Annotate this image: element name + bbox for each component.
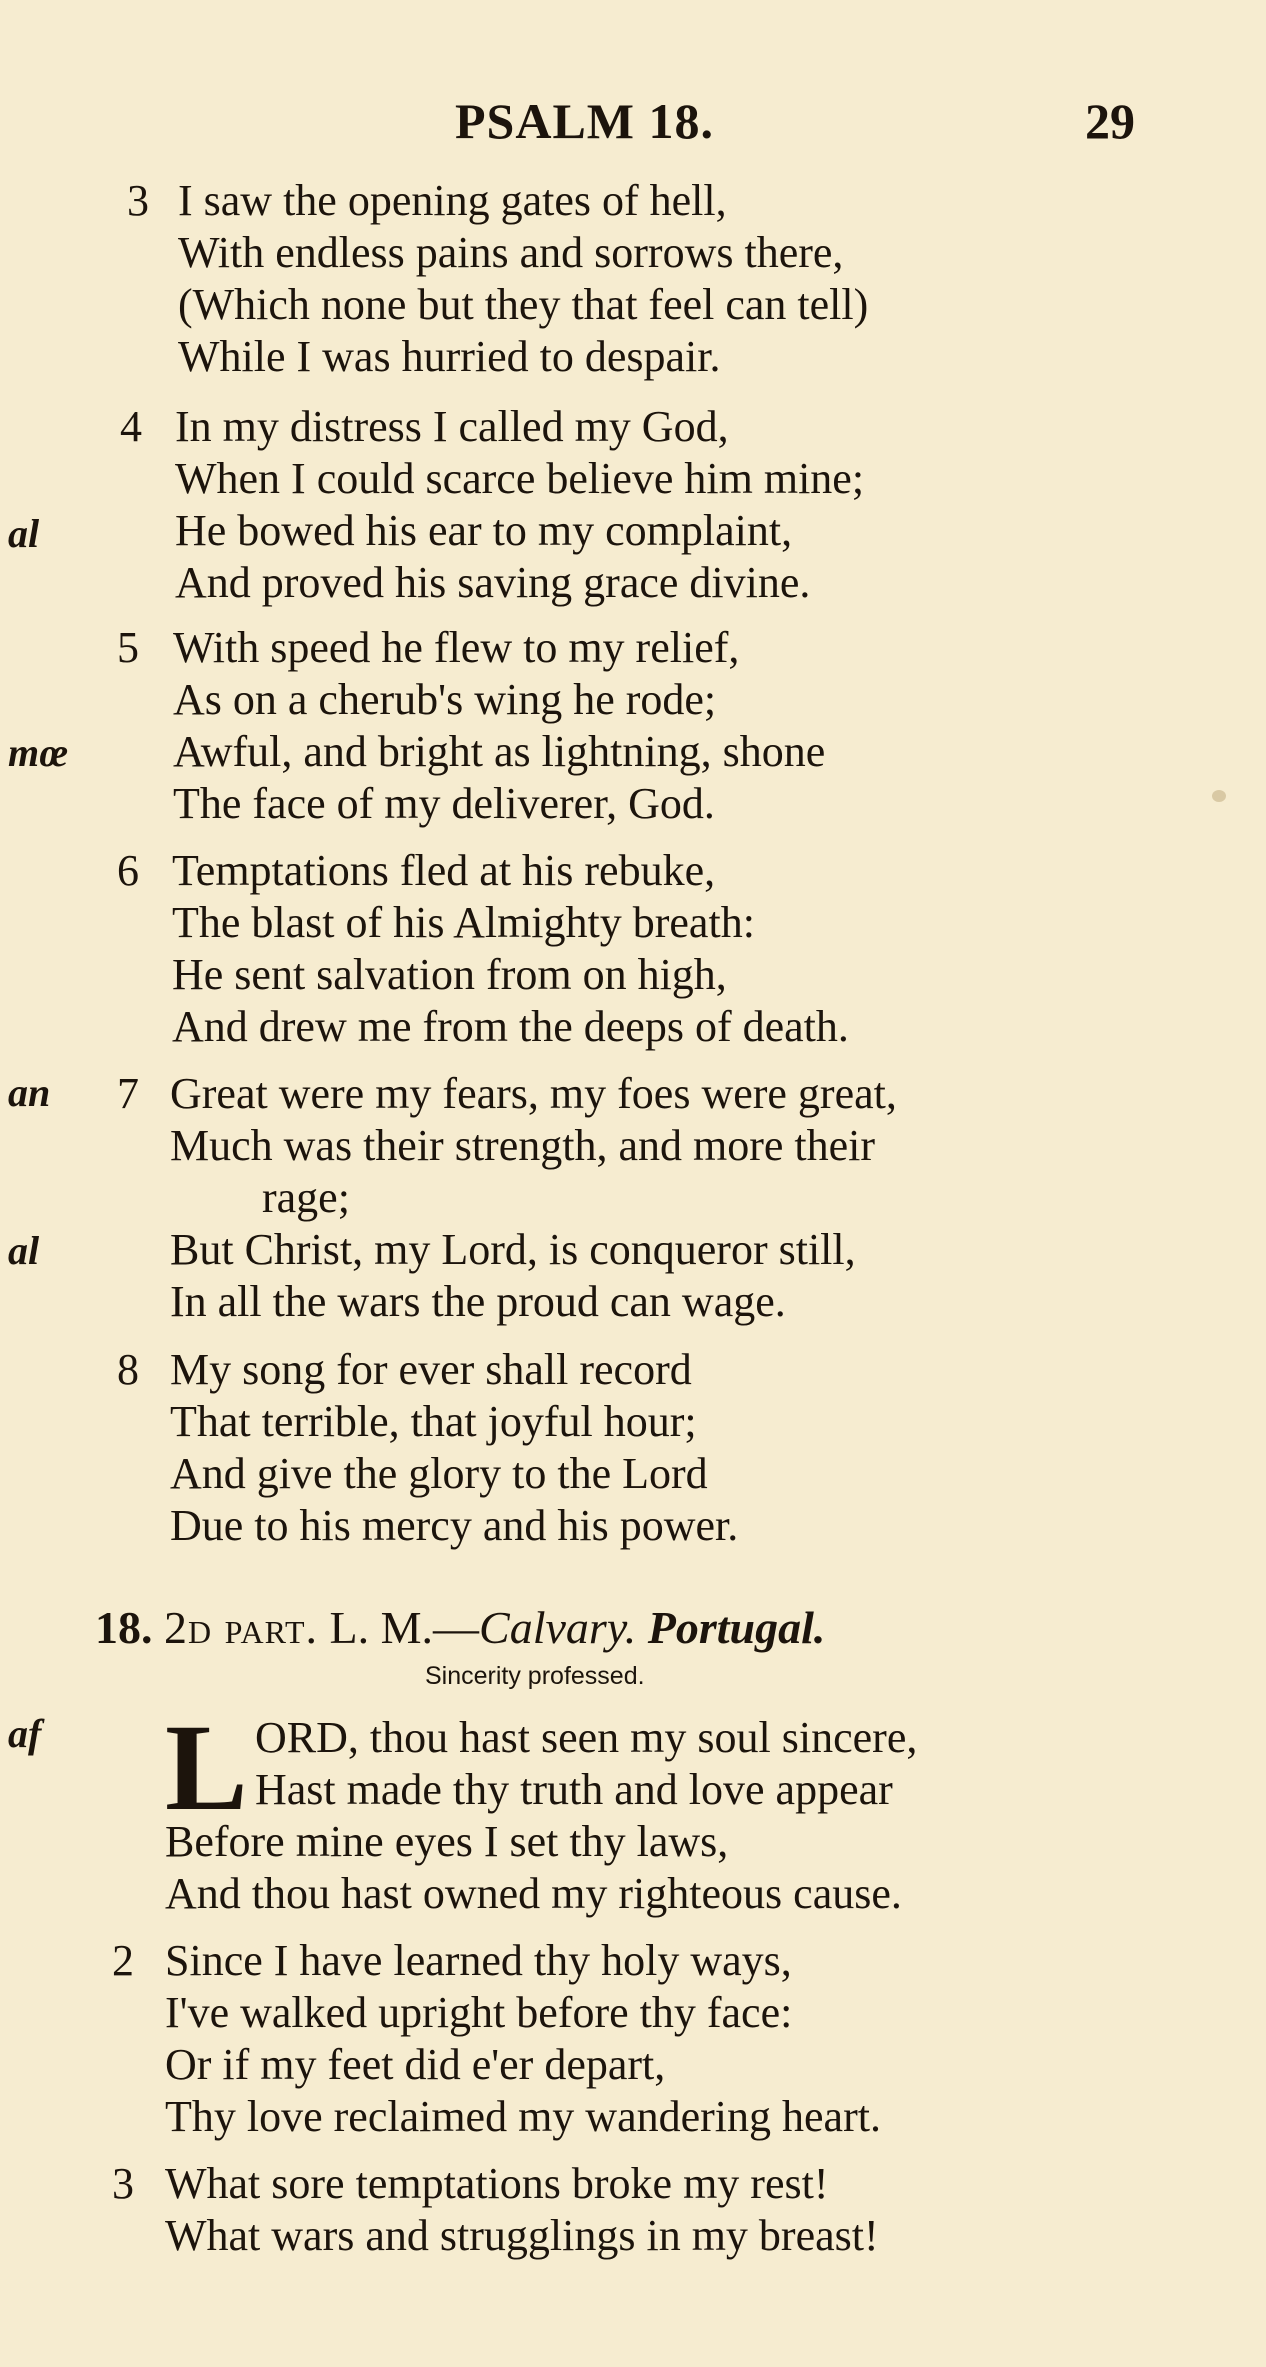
verse-line: And thou hast owned my righteous cause. xyxy=(165,1869,902,1918)
page-number: 29 xyxy=(1085,93,1135,149)
verse-line: Since I have learned thy holy ways, xyxy=(165,1936,792,1985)
verse-line: Thy love reclaimed my wandering heart. xyxy=(165,2092,881,2141)
stanza-number: 5 xyxy=(117,623,139,672)
verse-line: I've walked upright before thy face: xyxy=(165,1988,793,2037)
verse-line: Great were my fears, my foes were great, xyxy=(170,1069,897,1118)
stanza-number: 8 xyxy=(117,1345,139,1394)
verse-line: My song for ever shall record xyxy=(170,1345,692,1394)
tune-name: Portugal. xyxy=(647,1602,826,1653)
stanza-number: 7 xyxy=(117,1069,139,1118)
verse-line: Before mine eyes I set thy laws, xyxy=(165,1817,729,1866)
margin-note: an xyxy=(8,1070,51,1115)
verse-line: ORD, thou hast seen my soul sincere, xyxy=(255,1713,918,1762)
verse-line: With endless pains and sorrows there, xyxy=(178,228,844,277)
stanza-number: 2 xyxy=(112,1936,134,1985)
stanza-number: 3 xyxy=(127,176,149,225)
verse-line: What sore temptations broke my rest! xyxy=(165,2159,829,2208)
verse-line: (Which none but they that feel can tell) xyxy=(178,280,869,329)
verse-line: With speed he flew to my relief, xyxy=(173,623,740,672)
hymn-part: 2d part. xyxy=(164,1602,319,1653)
tune-name: Calvary. xyxy=(479,1602,637,1653)
verse-line: Much was their strength, and more their xyxy=(170,1121,876,1170)
verse-line: I saw the opening gates of hell, xyxy=(178,176,727,225)
verse-line: While I was hurried to despair. xyxy=(178,332,721,381)
verse-line: That terrible, that joyful hour; xyxy=(170,1397,697,1446)
verse-line: He sent salvation from on high, xyxy=(172,950,727,999)
verse-line: Awful, and bright as lightning, shone xyxy=(173,727,826,776)
verse-line: And give the glory to the Lord xyxy=(170,1449,708,1498)
margin-note: af xyxy=(8,1711,42,1756)
verse-line: But Christ, my Lord, is conqueror still, xyxy=(170,1225,856,1274)
verse-line: In all the wars the proud can wage. xyxy=(170,1277,786,1326)
stanza-number: 4 xyxy=(120,402,142,451)
verse-line: And proved his saving grace divine. xyxy=(175,558,811,607)
verse-line: When I could scarce believe him mine; xyxy=(175,454,865,503)
drop-cap: L xyxy=(165,1699,248,1836)
hymn-number: 18. xyxy=(95,1602,153,1653)
verse-line: And drew me from the deeps of death. xyxy=(172,1002,849,1051)
hymn-meter: L. M.— xyxy=(329,1602,480,1653)
verse-line: Temptations fled at his rebuke, xyxy=(172,846,716,895)
paper-stain xyxy=(1212,790,1226,802)
hymn-subtitle: Sincerity professed. xyxy=(425,1662,645,1690)
stanza-number: 6 xyxy=(117,846,139,895)
stanza-number: 3 xyxy=(112,2159,134,2208)
hymn-heading xyxy=(95,1600,825,1656)
verse-line: He bowed his ear to my complaint, xyxy=(175,506,793,555)
margin-note: al xyxy=(8,1228,40,1273)
verse-line: The face of my deliverer, God. xyxy=(173,779,715,828)
margin-note: mœ xyxy=(8,730,68,775)
verse-line: The blast of his Almighty breath: xyxy=(172,898,755,947)
verse-line: What wars and strugglings in my breast! xyxy=(165,2211,879,2260)
verse-line: In my distress I called my God, xyxy=(175,402,729,451)
verse-line: rage; xyxy=(262,1173,350,1222)
verse-line: Or if my feet did e'er depart, xyxy=(165,2040,666,2089)
verse-line: Due to his mercy and his power. xyxy=(170,1501,739,1550)
verse-line: Hast made thy truth and love appear xyxy=(255,1765,893,1814)
verse-line: As on a cherub's wing he rode; xyxy=(173,675,717,724)
margin-note: al xyxy=(8,511,40,556)
page-title: PSALM 18. xyxy=(455,93,714,149)
running-header xyxy=(0,92,1266,162)
